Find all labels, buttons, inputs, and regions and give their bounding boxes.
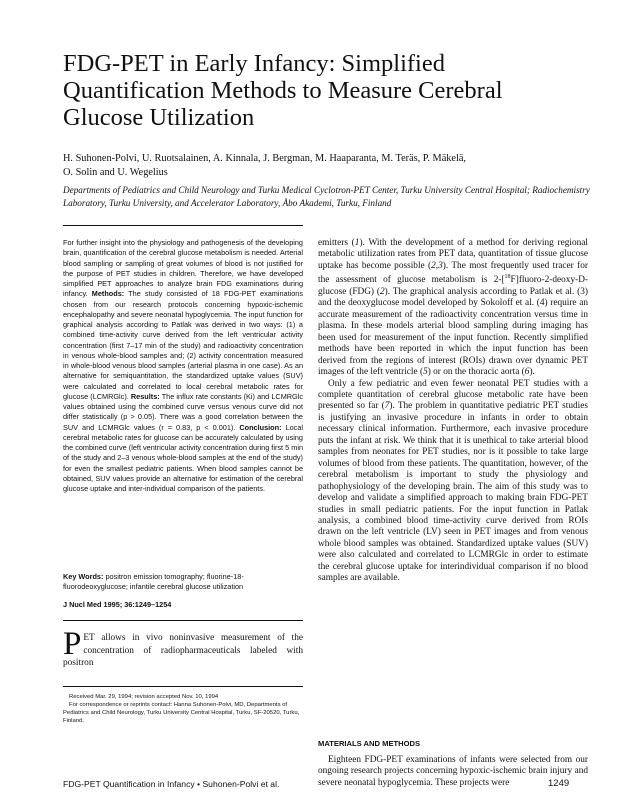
reference: 1 [354, 238, 360, 248]
reference: 7 [384, 401, 390, 412]
text-run: ). The graphical analysis according to Patlak et al. (3) and the deoxyglucose model developed by Sokoloff et al. (4) require an accurate measurement of the radioactivity concentration versus time in plasma. In these models arterial blood sampling during imaging has been used for measurement of the input function. Recently simplified methods have been reported in which the input function has been derived from the regions of interest (ROIs) drawn over dynamic PET images of the left ventricle ( [318, 286, 589, 378]
keywords-text: positron emission tomography; fluorine-18-fluorodeoxyglucose; infantile cerebral glucose utilization [63, 572, 244, 592]
abstract-top-rule [63, 225, 303, 226]
text-run: F]fluoro-2-deoxy-D-glucose (FDG) ( [318, 275, 588, 297]
keywords-label: Key Words: [63, 572, 104, 581]
footnote-correspondence: For correspondence or reprints contact: Hanna Suhonen-Polvi, MD, Departments of Pediatrics and Child Neurology, Turku University Central Hospital, Turku, SF-20520, Turku, Finland. [63, 702, 300, 724]
authors-line-2: O. Solin and U. Wegelius [63, 167, 168, 178]
abstract [63, 238, 303, 494]
authors-line-1: H. Suhonen-Polvi, U. Ruotsalainen, A. Kinnala, J. Bergman, M. Haaparanta, M. Teräs, P. Mäkelä, [63, 153, 466, 164]
reference: 5 [423, 367, 428, 378]
reference: 2,3 [431, 260, 443, 271]
right-column-body [318, 238, 588, 585]
text-run: ). The problem in quantitative pediatric PET studies is justifying an invasive procedure in infants in order to obtain necessary clinical information. Furthermore, each invasive procedure puts the infant at risk. We think that it is unethical to take arterial blood samples from neonates for PET studies, nor is it possible to take large volumes of blood from these patients. The quantitation, however, of the cerebral metabolism is important to study the physiology and pathophysiology of the developing brain. The aim of this study was to develop and validate a simplified approach to making brain FDG-PET studies in small pediatric patients. For the input function in Patlak analysis, a combined blood time-activity curve derived from ROIs drawn on the left ventricle (LV) seen in PET images and from venous whole blood samples was obtained. Standardized uptake values (SUV) were also calculated and correlated to LCMRGlc in order to estimate the cerebral glucose uptake for interindividual comparison if no blood samples are available. [318, 401, 588, 584]
footnote-received: Received Mar. 29, 1994; revision accepted Nov. 10, 1994 [69, 694, 219, 700]
reference: 2 [379, 286, 385, 297]
keywords [63, 572, 303, 593]
text-run: Only a few pediatric and even fewer neonatal PET studies with a complete quantitation of cerebral glucose metabolic rate have been presented so far ( [318, 378, 588, 412]
text-run: ). [529, 367, 535, 378]
methods-paragraph: Eighteen FDG-PET examinations of infants were selected from our ongoing research projects concerning hypoxic-ischemic brain injury and severe neonatal hypoglycemia. These projects were [318, 755, 588, 788]
abstract-methods-label: Methods: [91, 289, 125, 299]
text-run: ) or on the thoracic aorta ( [427, 367, 525, 378]
journal-citation: J Nucl Med 1995; 36:1249–1254 [63, 600, 172, 609]
intro-paragraph [63, 626, 303, 670]
reference: 6 [524, 367, 530, 378]
abstract-bottom-rule [63, 620, 303, 621]
abstract-conclusion: Local cerebral metabolic rates for glucose can be accurately calculated by using the combined curve (left ventricular activity concentration during first 5 min of the study and 2–3 venous whole-blood samples at the end of the study) for even the smallest pediatric patients. When blood samples cannot be obtained, SUV values provide an alternative for estimation of the cerebral glucose uptake and inter-individual comparison of the patients. [63, 422, 304, 493]
superscript: 18 [504, 274, 511, 281]
text-run: emitters ( [318, 238, 355, 248]
footnote [63, 693, 303, 725]
abstract-methods: The study consisted of 18 FDG-PET examinations chosen from our research protocols concerning hypoxic-ischemic encephalopathy and severe neonatal hypoglycemia. The input function for graphical analysis according to Patlak was derived in two ways: (1) a combined time-activity curve derived from the left ventricular activity concentration (first 7–17 min of the study) and radioactivity concentration in venous whole-blood samples and; (2) activity concentration measured in whole-blood venous blood samples (arterial plasma in one case). As an alternative for semiquantitation, the standardized uptake values (SUV) were calculated and correlated to local cerebral metabolic rates for glucose (LCMRGlc). [63, 289, 304, 401]
body-paragraph-1 [318, 238, 588, 379]
running-footer: FDG-PET Quantification in Infancy • Suhonen-Polvi et al. [63, 779, 280, 789]
article-title: FDG-PET in Early Infancy: Simplified Quantification Methods to Measure Cerebral Glucose Utilization [63, 50, 503, 131]
section-heading-materials-methods: MATERIALS AND METHODS [318, 739, 421, 748]
abstract-intro: For further insight into the physiology and pathogenesis of the developing brain, quantification of the cerebral glucose metabolism is needed. Arterial blood sampling or sampling of great volumes of blood is not justified for the purpose of PET studies in children. Therefore, we have developed simplified PET approaches to analyze brain FDG examinations during infancy. [63, 238, 303, 299]
affiliation: Departments of Pediatrics and Child Neurology and Turku Medical Cyclotron-PET Center, Turku University Central Hospital; Radiochemistry Laboratory, Turku University, and Accelerator Laboratory, Åbo Akademi, Turku, Finland [63, 185, 590, 208]
page-number: 1249 [548, 778, 570, 789]
drop-cap: P [63, 626, 82, 662]
author-list [63, 152, 593, 180]
abstract-results: The influx rate constants (Ki) and LCMRGlc values obtained using the combined curve versus venous curve did not differ statistically (p > 0.05). There was a good correlation between the SUV and LCMRGlc values (r = 0.83, p < 0.001). [63, 391, 303, 432]
intro-text: ET allows in vivo noninvasive measurement of the concentration of radiopharmaceuticals labeled with positron [63, 633, 303, 669]
text-run: ). The most frequently used tracer for the assessment of glucose metabolism is 2-[ [318, 260, 588, 286]
text-run: ). With the development of a method for deriving regional metabolic utilization rates from PET data, quantitation of tissue glucose uptake has become possible ( [318, 238, 588, 271]
footnote-rule [63, 686, 303, 687]
body-paragraph-2 [318, 379, 588, 585]
abstract-conclusion-label: Conclusion: [239, 422, 282, 432]
abstract-results-label: Results: [130, 391, 160, 401]
